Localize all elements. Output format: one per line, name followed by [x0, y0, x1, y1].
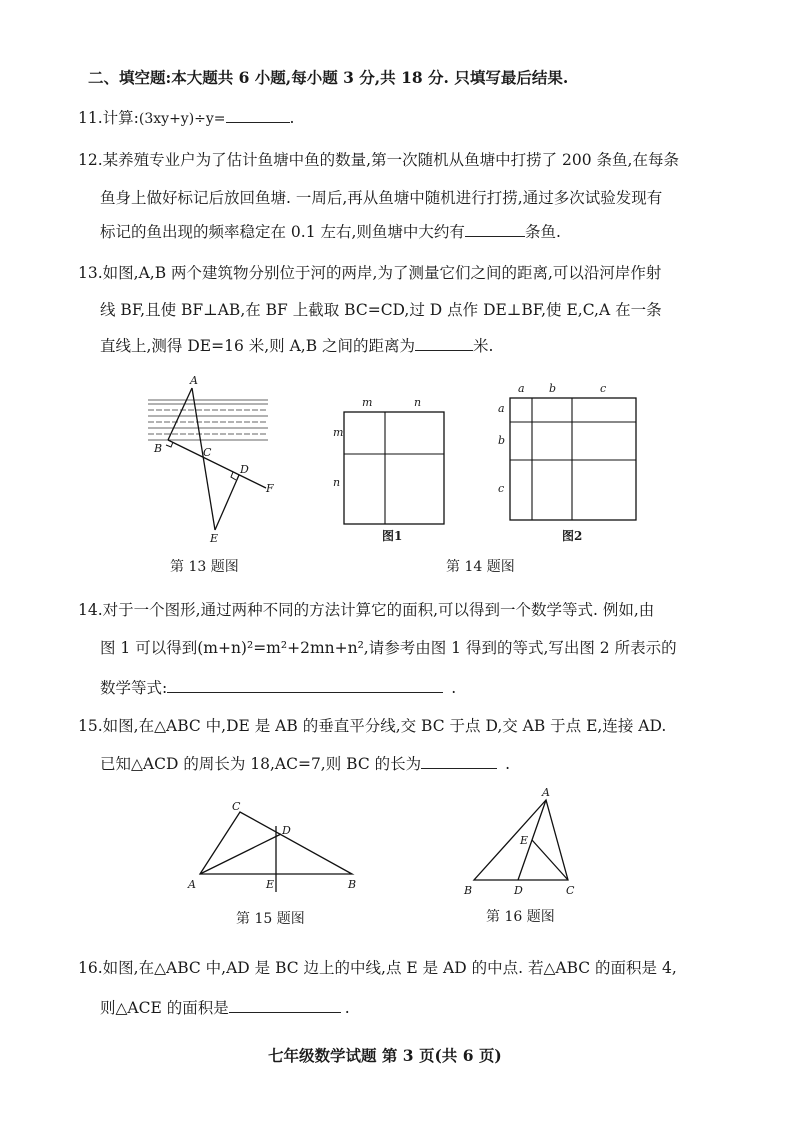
fig16-label-e: E: [520, 834, 529, 847]
q15-text-1: 如图,在△ABC 中,DE 是 AB 的垂直平分线,交 BC 于点 D,交 AB 于点 E,连接 AD.: [102, 717, 667, 735]
fig13-label-c: C: [203, 446, 212, 459]
fig14-caption: 第 14 题图: [446, 559, 515, 575]
q11-number: 11.: [78, 109, 103, 127]
fig16-label-b: B: [464, 884, 473, 897]
q14-line-2: 图 1 可以得到(m+n)²=m²+2mn+n²,请参考由图 1 得到的等式,写出图 2 所表示的: [100, 639, 677, 657]
figure-14-2-diagram: [494, 380, 644, 545]
fig15-label-c: C: [232, 800, 241, 813]
q15-number: 15.: [78, 717, 103, 735]
q15-line-2: [100, 754, 510, 774]
q14-text-3b: .: [451, 679, 457, 697]
fig13-label-b: B: [154, 442, 163, 455]
q14-line-3: [100, 678, 456, 698]
q15-text-2b: .: [505, 755, 511, 773]
fig13-label-a: A: [190, 374, 198, 387]
segment-ae: [192, 388, 215, 530]
q12-text-3: 标记的鱼出现的频率稳定在 0.1 左右,则鱼塘中大约有: [100, 223, 465, 241]
q14-text-1: 对于一个图形,通过两种不同的方法计算它的面积,可以得到一个数学等式. 例如,由: [102, 601, 655, 619]
fig14-1-top-m: m: [362, 396, 373, 409]
q11-period: .: [289, 109, 295, 127]
segment-ab: [168, 388, 192, 440]
q12-number: 12.: [78, 151, 103, 169]
figure-16-diagram: [458, 786, 588, 896]
fig14-2-top-b: b: [549, 382, 557, 395]
figure-13-diagram: [140, 370, 280, 550]
fig14-2-left-a: a: [498, 402, 505, 415]
fig15-label-b: B: [348, 878, 357, 891]
q12-answer-blank[interactable]: [465, 222, 525, 237]
q15-answer-blank[interactable]: [421, 754, 497, 769]
q13-line-2: 线 BF,且使 BF⊥AB,在 BF 上截取 BC=CD,过 D 点作 DE⊥BF,使 E,C,A 在一条: [100, 301, 662, 319]
fig16-label-a: A: [542, 786, 550, 799]
q11-expression: (3xy+y)÷y=: [138, 111, 226, 127]
figure-14-1-diagram: [330, 394, 450, 544]
fig14-2-left-b: b: [498, 434, 506, 447]
right-angle-b: [166, 442, 173, 447]
q14-text-3: 数学等式:: [100, 679, 168, 697]
fig13-label-f: F: [266, 482, 274, 495]
q13-line-3: [100, 336, 493, 356]
q13-text-1: 如图,A,B 两个建筑物分别位于河的两岸,为了测量它们之间的距离,可以沿河岸作射: [102, 264, 662, 282]
q12-text-1: 某养殖专业户为了估计鱼塘中鱼的数量,第一次随机从鱼塘中打捞了 200 条鱼,在每条: [102, 151, 679, 169]
q16-text-1: 如图,在△ABC 中,AD 是 BC 边上的中线,点 E 是 AD 的中点. 若△ABC 的面积是 4,: [102, 959, 677, 977]
q14-answer-blank[interactable]: [167, 678, 443, 693]
fig14-2-top-c: c: [600, 382, 607, 395]
q13-line-1: [78, 263, 661, 283]
fig14-2-left-c: c: [498, 482, 505, 495]
fig16-label-d: D: [514, 884, 523, 897]
fig15-label-e: E: [266, 878, 275, 891]
q12-line-2: 鱼身上做好标记后放回鱼塘. 一周后,再从鱼塘中随机进行打捞,通过多次试验发现有: [100, 189, 663, 207]
q15-line-1: [78, 716, 666, 736]
q12-line-1: [78, 150, 679, 170]
q12-line-3: [100, 222, 561, 242]
fig14-1-top-n: n: [414, 396, 422, 409]
q13-answer-blank[interactable]: [415, 336, 473, 351]
section-title: 二、填空题:本大题共 6 小题,每小题 3 分,共 18 分. 只填写最后结果.: [88, 68, 569, 87]
fig13-caption: 第 13 题图: [170, 559, 239, 575]
fig16-caption: 第 16 题图: [486, 909, 555, 925]
fig15-caption: 第 15 题图: [236, 911, 305, 927]
q12-text-3b: 条鱼.: [524, 223, 561, 241]
figure-15-diagram: [182, 796, 372, 896]
q11-text: 计算:: [102, 109, 139, 127]
fig14-2-caption: 图2: [562, 529, 583, 543]
q16-text-2b: .: [344, 999, 350, 1017]
fig15-label-d: D: [282, 824, 291, 837]
q13-text-3: 直线上,测得 DE=16 米,则 A,B 之间的距离为: [100, 337, 416, 355]
q13-text-3b: 米.: [473, 337, 494, 355]
q11-answer-blank[interactable]: [226, 108, 290, 123]
q13-number: 13.: [78, 264, 103, 282]
river-hatching: [148, 400, 268, 440]
q16-line-2: [100, 998, 350, 1018]
fig13-label-d: D: [240, 463, 249, 476]
fig15-label-a: A: [188, 878, 196, 891]
q14-number: 14.: [78, 601, 103, 619]
q16-line-1: [78, 958, 677, 978]
question-11: [78, 108, 294, 129]
q14-line-1: [78, 600, 654, 620]
fig14-1-caption: 图1: [382, 529, 403, 543]
q16-text-2: 则△ACE 的面积是: [100, 999, 229, 1017]
fig13-label-e: E: [210, 532, 219, 545]
page-footer: 七年级数学试题 第 3 页(共 6 页): [268, 1046, 502, 1065]
segment-de: [215, 475, 239, 530]
q15-text-2: 已知△ACD 的周长为 18,AC=7,则 BC 的长为: [100, 755, 422, 773]
fig14-1-left-m: m: [333, 426, 344, 439]
fig14-1-left-n: n: [333, 476, 341, 489]
fig14-2-top-a: a: [518, 382, 525, 395]
q16-answer-blank[interactable]: [229, 998, 341, 1013]
segment-bf: [168, 440, 266, 488]
fig16-label-c: C: [566, 884, 575, 897]
q16-number: 16.: [78, 959, 103, 977]
